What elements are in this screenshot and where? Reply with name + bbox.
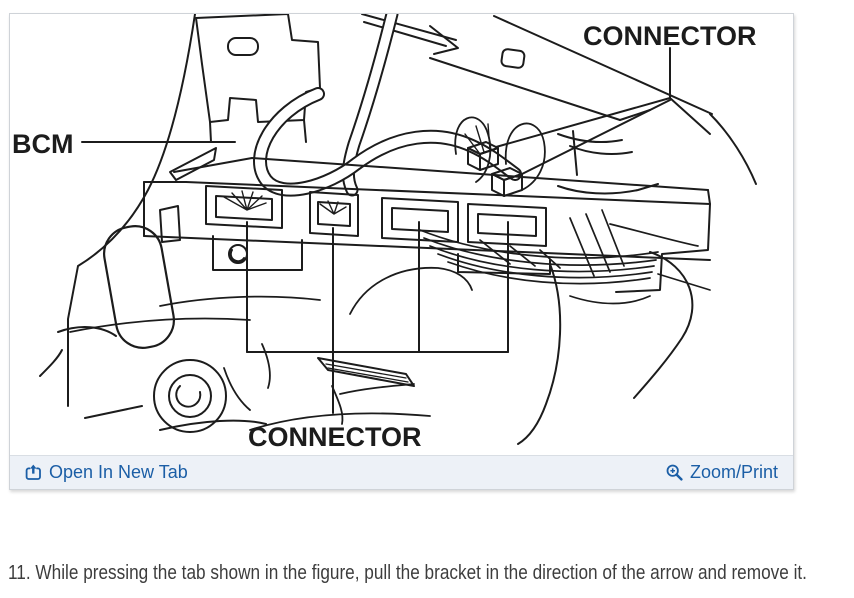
bcm-connector-diagram <box>10 14 793 455</box>
open-in-new-tab-link[interactable] <box>25 462 188 483</box>
figure-toolbar <box>10 455 793 489</box>
step-instruction-text: 11. While pressing the tab shown in the figure, pull the bracket in the direction of the arrow and remove it. <box>8 562 807 584</box>
bcm-label: BCM <box>12 129 74 159</box>
zoom-print-label: Zoom/Print <box>689 462 778 482</box>
lower-trim <box>70 268 472 430</box>
zoom-magnifier-icon <box>666 464 683 481</box>
step-instruction <box>8 562 854 585</box>
open-in-new-tab-label: Open In New Tab <box>49 462 188 482</box>
dash-pillar <box>40 14 266 432</box>
mounting-bracket <box>196 14 320 142</box>
connector-top-label: CONNECTOR <box>583 21 757 51</box>
wire-harness <box>420 210 710 444</box>
connector-bottom-label: CONNECTOR <box>248 422 422 452</box>
open-in-new-tab-icon <box>25 464 42 481</box>
zoom-print-link[interactable] <box>666 462 778 483</box>
bcm-unit <box>144 148 710 292</box>
leader-lines <box>82 48 670 413</box>
figure-panel <box>9 13 794 490</box>
